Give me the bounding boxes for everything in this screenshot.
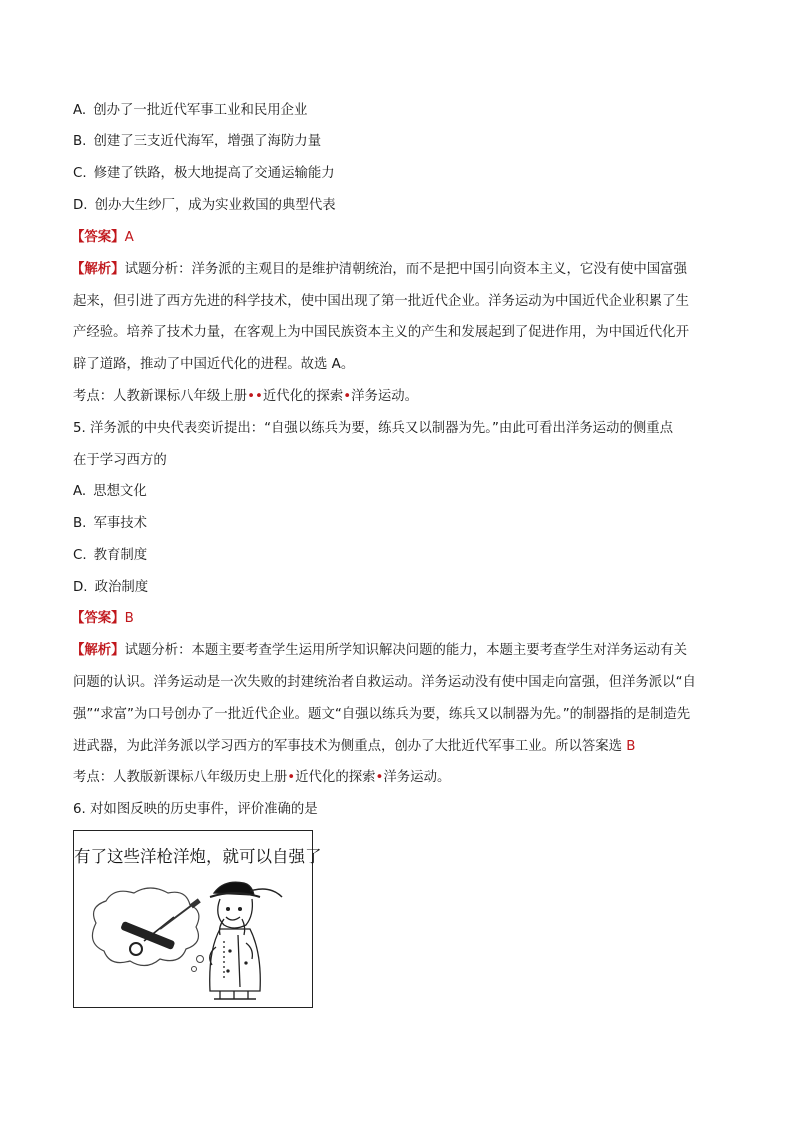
q4-analysis-line-2: 起来，但引进了西方先进的科学技术，使中国出现了第一批近代企业。洋务运动为中国近代企业积累了生	[73, 294, 689, 309]
answer-value: A	[124, 230, 134, 245]
q5-stem-line-1: 5. 洋务派的中央代表奕䜣提出：“自强以练兵为要，练兵又以制器为先。”由此可看出洋务运动的侧重点	[73, 421, 674, 436]
q5-option-d: D. 政治制度	[73, 580, 149, 595]
q5-analysis-line-1: 【解析】试题分析：本题主要考查学生运用所学知识解决问题的能力，本题主要考查学生对洋务运动有关	[71, 643, 687, 658]
q4-option-b: B. 创建了三支近代海军，增强了海防力量	[73, 134, 322, 149]
q4-analysis-line-1: 【解析】试题分析：洋务派的主观目的是维护清朝统治，而不是把中国引向资本主义，它没有使中国富强	[71, 262, 687, 277]
q4-option-d: D. 创办大生纱厂，成为实业救国的典型代表	[73, 198, 336, 213]
q5-knowledge-point: 考点：人教版新课标八年级历史上册•近代化的探索•洋务运动。	[73, 770, 451, 785]
q5-option-c: C. 教育制度	[73, 548, 148, 563]
answer-label: 【答案】	[71, 611, 125, 626]
answer-label: 【答案】	[71, 230, 125, 245]
thought-cloud	[92, 888, 198, 966]
q5-option-a: A. 思想文化	[73, 484, 147, 499]
q4-analysis-line-4: 辟了道路，推动了中国近代化的进程。故选 A。	[73, 357, 355, 372]
q4-option-c: C. 修建了铁路，极大地提高了交通运输能力	[73, 166, 335, 181]
q5-analysis-line-4: 进武器，为此洋务派以学习西方的军事技术为侧重点，创办了大批近代军事工业。所以答案选 B	[73, 739, 636, 754]
q5-stem-line-2: 在于学习西方的	[73, 453, 167, 468]
q5-analysis-line-3: 强”“求富”为口号创办了一批近代企业。题文“自强以练兵为要，练兵又以制器为先。”的制器指的是制造先	[73, 707, 691, 722]
thought-bubble-dot	[192, 967, 197, 972]
q5-answer	[71, 609, 134, 629]
answer-value: B	[124, 611, 134, 626]
q4-knowledge-point: 考点：人教新课标八年级上册••近代化的探索•洋务运动。	[73, 389, 419, 404]
figure-caption: 有了这些洋枪洋炮，就可以自强了	[74, 847, 322, 866]
qing-official-cartoon	[74, 831, 322, 1007]
analysis-label: 【解析】	[71, 643, 125, 658]
q4-option-a: A. 创办了一批近代军事工业和民用企业	[73, 103, 308, 118]
thought-bubble-dot	[197, 956, 204, 963]
q4-answer	[71, 228, 134, 248]
rifle-icon	[160, 898, 201, 929]
q4-analysis-line-3: 产经验。培养了技术力量，在客观上为中国民族资本主义的产生和发展起到了促进作用，为中国近代化开	[73, 325, 689, 340]
qing-official-figure	[210, 882, 282, 999]
cartoon-figure	[73, 830, 322, 1008]
q6-stem: 6. 对如图反映的历史事件，评价准确的是	[73, 802, 318, 817]
q5-option-b: B. 军事技术	[73, 516, 148, 531]
q5-analysis-line-2: 问题的认识。洋务运动是一次失败的封建统治者自救运动。洋务运动没有使中国走向富强，但洋务派以“自	[73, 675, 696, 690]
analysis-label: 【解析】	[71, 262, 125, 277]
